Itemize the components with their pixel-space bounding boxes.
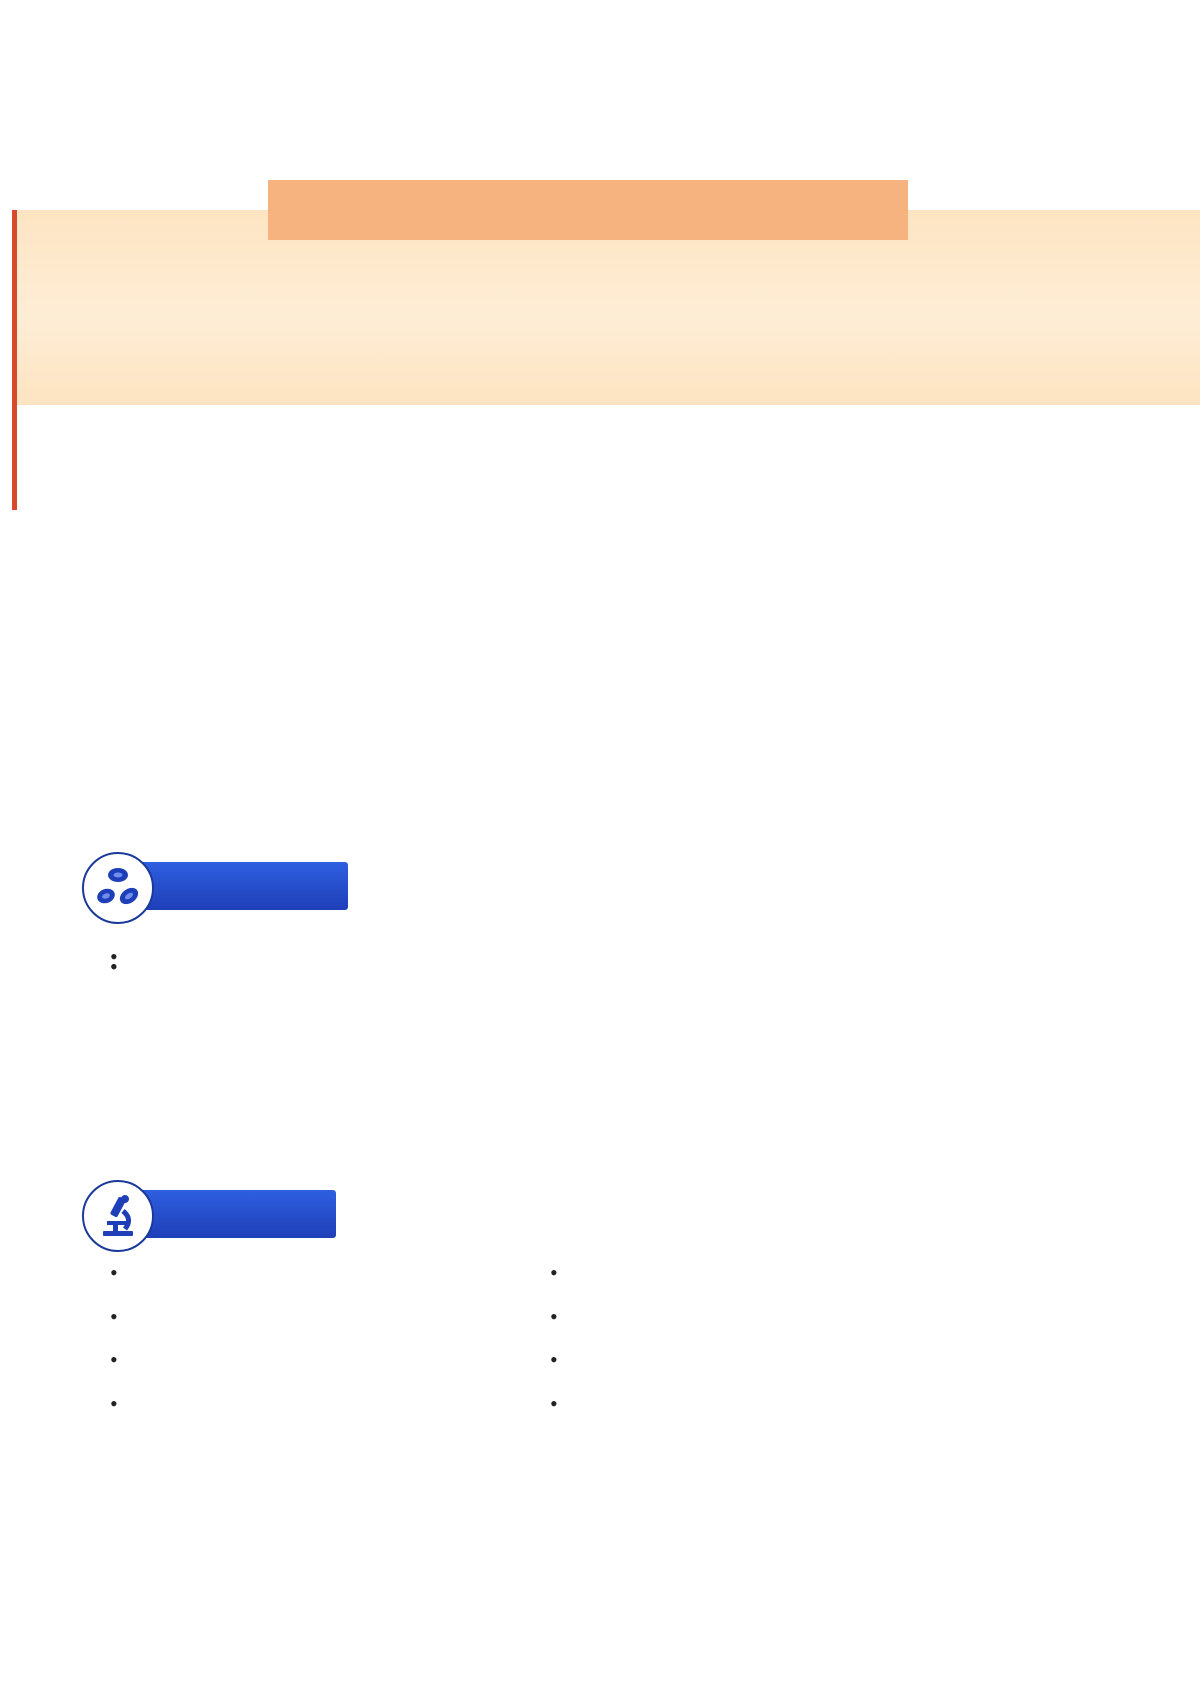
blood-cells-icon: [82, 852, 154, 924]
microscope-icon: [82, 1180, 154, 1252]
